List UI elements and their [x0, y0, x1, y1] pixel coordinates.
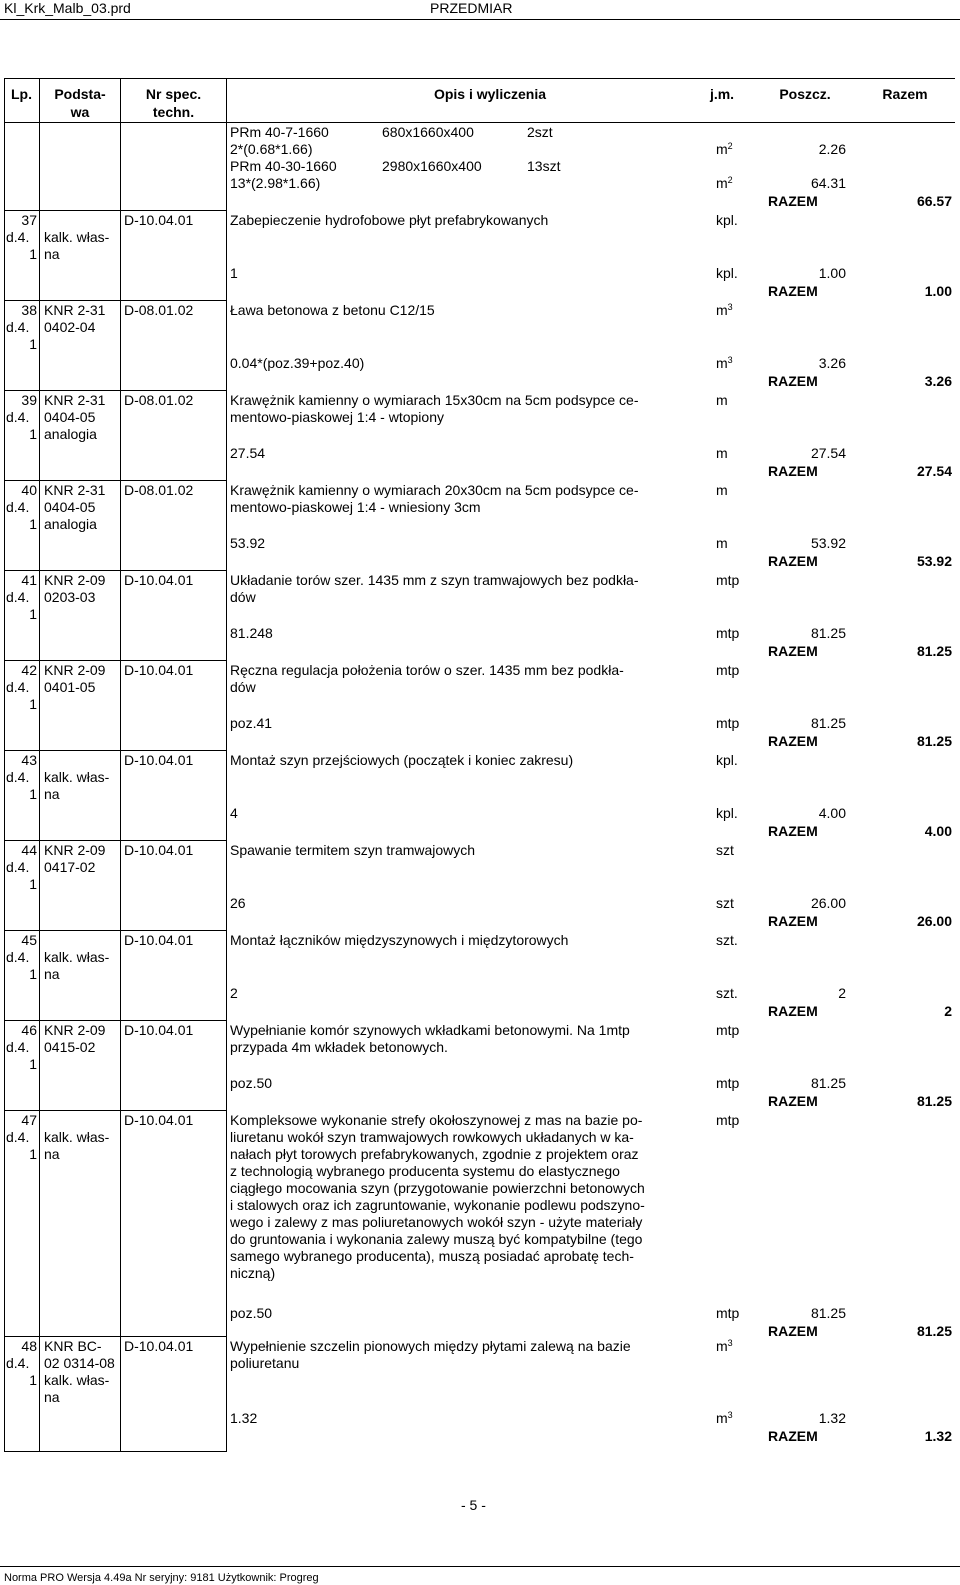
item-poszcz: 27.54 — [810, 445, 846, 461]
item-number: 46 — [21, 1022, 37, 1038]
item-poszcz: 1.32 — [818, 1410, 846, 1426]
item-section-2: 1 — [29, 246, 37, 262]
razem-label: RAZEM — [768, 193, 818, 209]
item-basis: 0203-03 — [44, 589, 96, 605]
item-calc: poz.50 — [230, 1075, 273, 1091]
item-description: z technologią wybranego producenta systemu do elastycznego — [230, 1163, 620, 1179]
row-separator — [4, 480, 226, 481]
item-description: Zabepieczenie hydrofobowe płyt prefabrykowanych — [230, 212, 549, 228]
item-description: mentowo-piaskowej 1:4 - wtopiony — [230, 409, 444, 425]
item-calc: 4 — [230, 805, 238, 821]
item-basis: KNR 2-09 — [44, 572, 106, 588]
item-description: przypada 4m wkładek betonowych. — [230, 1039, 448, 1055]
item-unit: kpl. — [716, 752, 738, 768]
item-basis: KNR 2-31 — [44, 392, 106, 408]
item-calc: 2 — [230, 985, 238, 1001]
razem-value: 81.25 — [916, 733, 952, 749]
cont-line: 2980x1660x400 — [382, 158, 482, 174]
razem-label: RAZEM — [768, 823, 818, 839]
item-calc: 1.32 — [230, 1410, 258, 1426]
item-section-2: 1 — [29, 696, 37, 712]
item-unit: szt. — [716, 932, 738, 948]
item-spec: D-10.04.01 — [124, 932, 194, 948]
item-section: d.4. — [6, 949, 30, 965]
item-description: dów — [230, 679, 256, 695]
row-separator — [4, 750, 226, 751]
item-poszcz: 3.26 — [818, 355, 846, 371]
item-calc: poz.50 — [230, 1305, 273, 1321]
item-number: 45 — [21, 932, 37, 948]
cont-line: PRm 40-7-1660 — [230, 124, 329, 140]
item-spec: D-08.01.02 — [124, 392, 194, 408]
item-calc: 1 — [230, 265, 238, 281]
cont-line: 13*(2.98*1.66) — [230, 175, 321, 191]
item-section-2: 1 — [29, 1372, 37, 1388]
item-section-2: 1 — [29, 606, 37, 622]
item-spec: D-10.04.01 — [124, 1112, 194, 1128]
col-lp: Lp. — [11, 86, 32, 102]
razem-label: RAZEM — [768, 643, 818, 659]
razem-value: 27.54 — [916, 463, 952, 479]
item-calc-unit: mtp — [716, 1305, 740, 1321]
item-calc-unit: m — [716, 535, 728, 551]
row-separator — [4, 660, 226, 661]
row-separator — [4, 570, 226, 571]
item-basis: kalk. włas- — [44, 1129, 110, 1145]
row-separator — [4, 1110, 226, 1111]
item-basis: kalk. włas- — [44, 229, 110, 245]
cont-unit: $m^2$ — [716, 175, 733, 191]
col-razem: Razem — [882, 86, 928, 102]
item-calc-unit: szt — [716, 895, 734, 911]
item-basis: kalk. włas- — [44, 949, 110, 965]
razem-value: 53.92 — [916, 553, 952, 569]
item-basis: KNR 2-09 — [44, 1022, 106, 1038]
row-separator — [4, 390, 226, 391]
item-basis: KNR BC- — [44, 1338, 102, 1354]
razem-value: 2 — [944, 1003, 952, 1019]
item-description: Ręczna regulacja położenia torów o szer. 1435 mm bez podkła- — [230, 662, 624, 678]
cont-unit: $m^2$ — [716, 141, 733, 157]
row-separator — [4, 840, 226, 841]
item-basis: 02 0314-08 — [44, 1355, 115, 1371]
item-basis: na — [44, 966, 60, 982]
item-section-2: 1 — [29, 876, 37, 892]
item-calc: poz.41 — [230, 715, 273, 731]
header-rule — [0, 19, 960, 20]
item-spec: D-10.04.01 — [124, 1022, 194, 1038]
item-basis: KNR 2-31 — [44, 482, 106, 498]
item-description: Montaż łączników międzyszynowych i międzytorowych — [230, 932, 569, 948]
col-nr-spec: Nr spec. — [145, 86, 202, 102]
item-unit: mtp — [716, 572, 740, 588]
item-number: 47 — [21, 1112, 37, 1128]
document-title: PRZEDMIAR — [430, 0, 513, 16]
item-description: dów — [230, 589, 256, 605]
razem-label: RAZEM — [768, 1003, 818, 1019]
item-number: 41 — [21, 572, 37, 588]
razem-value: 66.57 — [916, 193, 952, 209]
item-description: liuretanu wokół szyn tramwajowych rowkowych układanych w ka- — [230, 1129, 634, 1145]
item-section-2: 1 — [29, 1146, 37, 1162]
razem-label: RAZEM — [768, 913, 818, 929]
item-description: mentowo-piaskowej 1:4 - wniesiony 3cm — [230, 499, 481, 515]
item-section: d.4. — [6, 1355, 30, 1371]
item-basis: 0404-05 — [44, 499, 96, 515]
item-calc-unit: mtp — [716, 715, 740, 731]
item-section-2: 1 — [29, 966, 37, 982]
cont-line: 2szt — [527, 124, 553, 140]
razem-label: RAZEM — [768, 733, 818, 749]
item-number: 39 — [21, 392, 37, 408]
razem-value: 4.00 — [924, 823, 952, 839]
col-podstawa: Podsta- — [54, 86, 106, 102]
item-calc: 26 — [230, 895, 246, 911]
razem-value: 1.00 — [924, 283, 952, 299]
item-unit: mtp — [716, 1112, 740, 1128]
item-poszcz: 53.92 — [810, 535, 846, 551]
razem-label: RAZEM — [768, 463, 818, 479]
item-description: Spawanie termitem szyn tramwajowych — [230, 842, 476, 858]
item-number: 48 — [21, 1338, 37, 1354]
item-basis: 0417-02 — [44, 859, 96, 875]
item-section-2: 1 — [29, 516, 37, 532]
item-spec: D-10.04.01 — [124, 212, 194, 228]
razem-value: 81.25 — [916, 643, 952, 659]
item-description: Ława betonowa z betonu C12/15 — [230, 302, 435, 318]
item-spec: D-10.04.01 — [124, 662, 194, 678]
file-name: Kl_Krk_Malb_03.prd — [4, 0, 131, 16]
item-unit: $m^3$ — [716, 1338, 733, 1354]
item-description: Kompleksowe wykonanie strefy okołoszynowej z mas na bazie po- — [230, 1112, 643, 1128]
item-basis: na — [44, 1146, 60, 1162]
item-description: ciągłego mocowania szyn (przygotowanie powierzchni betonowych — [230, 1180, 645, 1196]
item-unit: mtp — [716, 662, 740, 678]
table-bottom-rule — [4, 1451, 226, 1452]
item-section: d.4. — [6, 679, 30, 695]
item-calc: 81.248 — [230, 625, 273, 641]
item-spec: D-08.01.02 — [124, 482, 194, 498]
razem-label: RAZEM — [768, 1323, 818, 1339]
item-number: 38 — [21, 302, 37, 318]
item-poszcz: 2 — [838, 985, 846, 1001]
razem-value: 26.00 — [916, 913, 952, 929]
item-calc-unit: kpl. — [716, 805, 738, 821]
item-calc: 27.54 — [230, 445, 266, 461]
item-description: samego wybranego producenta), muszą posiadać aprobatę tech- — [230, 1248, 634, 1264]
item-section-2: 1 — [29, 1056, 37, 1072]
item-description: Wypełnienie szczelin pionowych między płytami zalewą na bazie — [230, 1338, 631, 1354]
cont-value: 64.31 — [810, 175, 846, 191]
item-description: i stalowych oraz ich zagruntowanie, wykonanie podlewu podszyno- — [230, 1197, 645, 1213]
razem-value: 81.25 — [916, 1093, 952, 1109]
cont-value: 2.26 — [818, 141, 846, 157]
item-poszcz: 81.25 — [810, 715, 846, 731]
item-poszcz: 81.25 — [810, 625, 846, 641]
item-description: Krawężnik kamienny o wymiarach 20x30cm na 5cm podsypce ce- — [230, 482, 639, 498]
item-section-2: 1 — [29, 426, 37, 442]
razem-label: RAZEM — [768, 1093, 818, 1109]
item-calc-unit: mtp — [716, 1075, 740, 1091]
item-unit: $m^3$ — [716, 302, 733, 318]
item-section: d.4. — [6, 499, 30, 515]
col-podstawa-2: wa — [70, 104, 90, 120]
razem-label: RAZEM — [768, 1428, 818, 1444]
cont-line: 680x1660x400 — [382, 124, 474, 140]
item-number: 44 — [21, 842, 37, 858]
item-section: d.4. — [6, 1129, 30, 1145]
item-calc-unit: szt. — [716, 985, 738, 1001]
item-description: Montaż szyn przejściowych (początek i koniec zakresu) — [230, 752, 574, 768]
item-calc-unit: mtp — [716, 625, 740, 641]
item-basis: kalk. włas- — [44, 769, 110, 785]
item-unit: m — [716, 392, 728, 408]
item-unit: szt — [716, 842, 734, 858]
item-description: niczną) — [230, 1265, 276, 1281]
razem-label: RAZEM — [768, 553, 818, 569]
item-basis: analogia — [44, 426, 97, 442]
cont-line: 13szt — [527, 158, 561, 174]
item-calc: 0.04*(poz.39+poz.40) — [230, 355, 365, 371]
item-section: d.4. — [6, 229, 30, 245]
item-description: poliuretanu — [230, 1355, 300, 1371]
item-calc-unit: kpl. — [716, 265, 738, 281]
col-poszcz: Poszcz. — [779, 86, 831, 102]
razem-value: 1.32 — [924, 1428, 952, 1444]
item-poszcz: 81.25 — [810, 1075, 846, 1091]
item-unit: mtp — [716, 1022, 740, 1038]
cont-line: PRm 40-30-1660 — [230, 158, 337, 174]
item-unit: kpl. — [716, 212, 738, 228]
item-spec: D-10.04.01 — [124, 1338, 194, 1354]
item-basis: kalk. włas- — [44, 1372, 110, 1388]
item-description: wego i zalewy z mas poliuretanowych wokół szyn - użyte materiały — [230, 1214, 643, 1230]
col-jm: j.m. — [709, 86, 735, 102]
razem-label: RAZEM — [768, 283, 818, 299]
item-section: d.4. — [6, 319, 30, 335]
item-section: d.4. — [6, 1039, 30, 1055]
item-basis: na — [44, 246, 60, 262]
item-basis: KNR 2-31 — [44, 302, 106, 318]
item-number: 42 — [21, 662, 37, 678]
item-poszcz: 4.00 — [818, 805, 846, 821]
item-basis: 0404-05 — [44, 409, 96, 425]
item-description: Wypełnianie komór szynowych wkładkami betonowymi. Na 1mtp — [230, 1022, 630, 1038]
col-nr-spec-2: techn. — [152, 104, 195, 120]
item-section: d.4. — [6, 859, 30, 875]
item-number: 37 — [21, 212, 37, 228]
footer-rule — [0, 1566, 960, 1567]
cont-line: 2*(0.68*1.66) — [230, 141, 313, 157]
item-calc-unit: $m^3$ — [716, 1410, 733, 1426]
item-calc-unit: $m^3$ — [716, 355, 733, 371]
item-basis: KNR 2-09 — [44, 662, 106, 678]
item-section: d.4. — [6, 589, 30, 605]
row-separator — [4, 930, 226, 931]
item-number: 40 — [21, 482, 37, 498]
item-description: do gruntowania i wykonania zalewy muszą być kompatybilne (tego — [230, 1231, 643, 1247]
item-description: Krawężnik kamienny o wymiarach 15x30cm na 5cm podsypce ce- — [230, 392, 639, 408]
item-basis: 0402-04 — [44, 319, 96, 335]
item-basis: 0401-05 — [44, 679, 96, 695]
razem-value: 3.26 — [924, 373, 952, 389]
item-poszcz: 1.00 — [818, 265, 846, 281]
item-unit: m — [716, 482, 728, 498]
item-basis: 0415-02 — [44, 1039, 96, 1055]
item-poszcz: 81.25 — [810, 1305, 846, 1321]
row-separator — [4, 210, 226, 211]
item-section: d.4. — [6, 409, 30, 425]
item-poszcz: 26.00 — [810, 895, 846, 911]
item-spec: D-10.04.01 — [124, 572, 194, 588]
item-spec: D-08.01.02 — [124, 302, 194, 318]
item-section-2: 1 — [29, 336, 37, 352]
item-section: d.4. — [6, 769, 30, 785]
item-basis: na — [44, 1389, 60, 1405]
item-section-2: 1 — [29, 786, 37, 802]
item-basis: na — [44, 786, 60, 802]
item-description: nałach płyt torowych prefabrykowanych, zgodnie z projektem oraz — [230, 1146, 639, 1162]
item-number: 43 — [21, 752, 37, 768]
col-opis: Opis i wyliczenia — [433, 86, 547, 102]
row-separator — [4, 1020, 226, 1021]
item-calc: 53.92 — [230, 535, 266, 551]
razem-label: RAZEM — [768, 373, 818, 389]
page-number: - 5 - — [461, 1497, 486, 1513]
item-basis: analogia — [44, 516, 97, 532]
item-calc-unit: m — [716, 445, 728, 461]
item-description: Układanie torów szer. 1435 mm z szyn tramwajowych bez podkła- — [230, 572, 639, 588]
row-separator — [4, 1336, 226, 1337]
item-spec: D-10.04.01 — [124, 842, 194, 858]
item-basis: KNR 2-09 — [44, 842, 106, 858]
item-spec: D-10.04.01 — [124, 752, 194, 768]
software-info: Norma PRO Wersja 4.49a Nr seryjny: 9181 Użytkownik: Progreg — [4, 1572, 319, 1584]
row-separator — [4, 300, 226, 301]
razem-value: 81.25 — [916, 1323, 952, 1339]
